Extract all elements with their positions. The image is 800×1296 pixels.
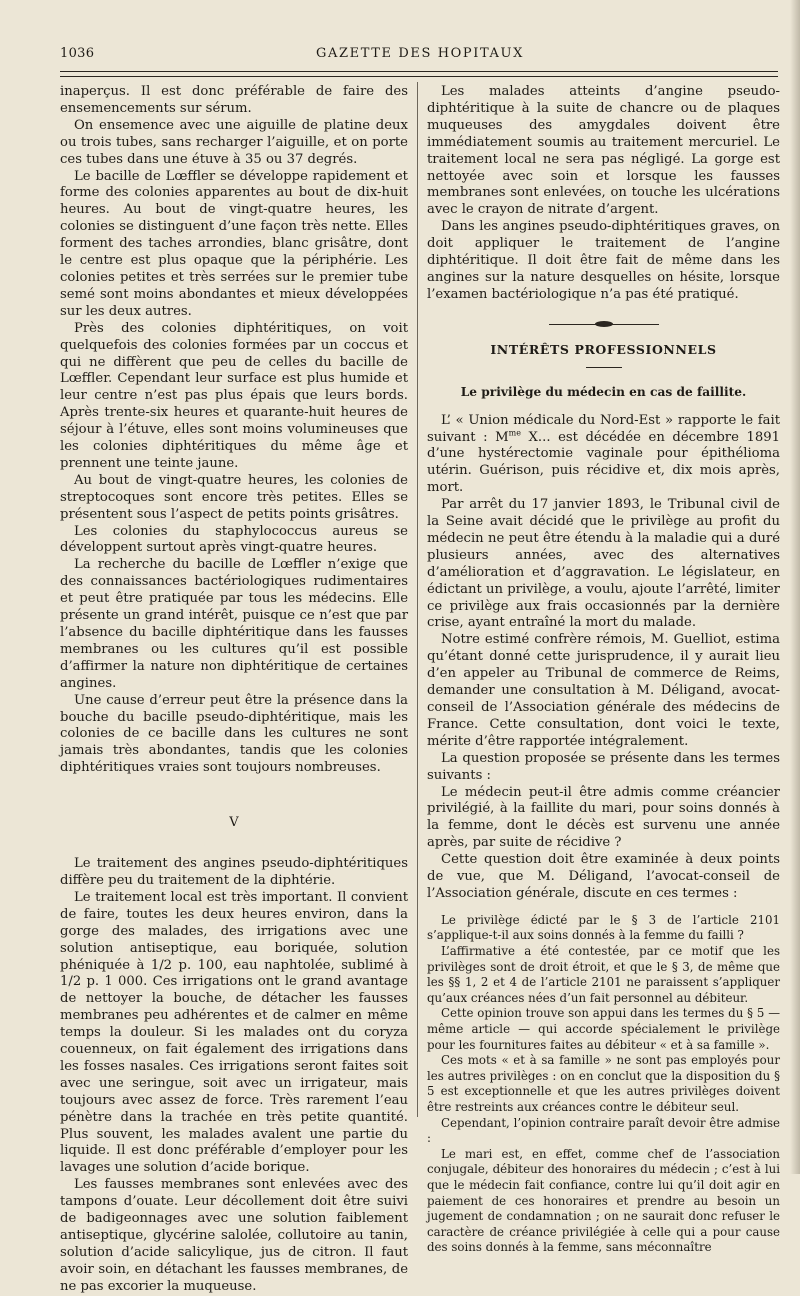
paragraph: Les malades atteints d’angine pseudo-diphtéritique à la suite de chancre ou de plaques muqueuses des amygdales doivent être immédiatement soumis au traitement mercuriel. Le traitement local ne sera pas négligé. La gorge est nettoyée avec soin et lorsque les fausses membranes sont enlevées, on touche les ulcérations avec le crayon de nitrate d’argent.: [427, 84, 780, 218]
title-rule: [586, 367, 622, 368]
page-edge-shadow: [790, 0, 800, 1174]
paragraph: On ensemence avec une aiguille de platine deux ou trois tubes, sans recharger l’aiguille, et on porte ces tubes dans une étuve à 35 ou 37 degrés.: [60, 117, 408, 167]
page-number: 1036: [60, 46, 95, 61]
paragraph: Le mari est, en effet, comme chef de l’association conjugale, débiteur des honoraires du médecin ; c’est à lui que le médecin fait confiance, contre lui qu’il doit agir en paiement de ces honoraires et prendre au besoin un jugement de condamnation ; on ne saurait donc refuser le caractère de créance privilégiée à celle qui a pour cause des soins donnés à la femme, sans méconnaître: [427, 1146, 780, 1255]
paragraph: La recherche du bacille de Lœffler n’exige que des connaissances bactériologiques rudimentaires et peut être pratiquée par tous les médecins. Elle présente un grand intérêt, puisque ce n’est que par l’absence du bacille diphtéritique dans les fausses membranes ou les cultures qu’il est possible d’affirmer la nature non diphtéritique de certaines angines.: [60, 557, 408, 691]
paragraph: Cette opinion trouve son appui dans les termes du § 5 — même article — qui accorde spécialement le privilège pour les fournitures faites au débiteur « et à sa famille ».: [427, 1006, 780, 1052]
left-column: [60, 84, 408, 1296]
paragraph: Au bout de vingt-quatre heures, les colonies de streptocoques sont encore très petites. Elles se présentent sous l’aspect de petits points grisâtres.: [60, 472, 408, 522]
page-header: [60, 44, 780, 68]
intro-text-end: X... est décédée en décembre 1891 d’une hystérectomie vaginale pour épithélioma utérin. Guérison, puis récidive et, dix mois après, mort.: [427, 429, 780, 496]
paragraph: Le traitement des angines pseudo-diphtéritiques diffère peu du traitement de la diphtérie.: [60, 856, 408, 888]
header-double-rule: [60, 71, 778, 77]
paragraph: L’affirmative a été contestée, par ce motif que les privilèges sont de droit étroit, et que le § 3, de même que les §§ 1, 2 et 4 de l’article 2101 ne paraissent s’appliquer qu’aux créances nées d’un fait personnel au débiteur.: [427, 944, 780, 1005]
journal-title: GAZETTE DES HOPITAUX: [316, 46, 524, 61]
paragraph: Notre estimé confrère rémois, M. Guelliot, estima qu’étant donné cette jurisprudence, il y aurait lieu d’en appeler au Tribunal de commerce de Reims, demander une consultation à M. Déligand, avocat-conseil de l’Association générale des médecins de France. Cette consultation, dont voici le texte, mérite d’être rapportée intégralement.: [427, 632, 780, 749]
paragraph: Les fausses membranes sont enlevées avec des tampons d’ouate. Leur décollement doit être suivi de badigeonnages avec une solution faiblement antiseptique, glycérine salolée, collutoire au tanin, solution d’acide salicylique, jus de citron. Il faut avoir soin, en détachant les fausses membranes, de ne pas excorier la muqueuse.: [60, 1177, 408, 1294]
paragraph: Le traitement local est très important. Il convient de faire, toutes les deux heures environ, dans la gorge des malades, des irrigations avec une solution antiseptique, eau boriquée, solution phéniquée à 1/2 p. 100, eau naphtolée, sublimé à 1/2 p. 1 000. Ces irrigations ont le grand avantage de nettoyer la bouche, de détacher les fausses membranes peu adhérentes et de calmer en même temps la douleur. Si les malades ont du coryza couenneux, on fait également des irrigations dans les fosses nasales. Ces irrigations seront faites soit avec une seringue, soit avec un irrigateur, mais toujours avec assez de force. Très rarement l’eau pénètre dans la trachée en très petite quantité. Plus souvent, les malades avalent une partie du liquide. Il est donc préférable d’employer pour les lavages une solution d’acide borique.: [60, 889, 408, 1176]
intro-superscript: me: [508, 428, 521, 438]
paragraph: Une cause d’erreur peut être la présence dans la bouche du bacille pseudo-diphtéritique, mais les colonies de ce bacille dans les cultures ne sont jamais très abondantes, tandis que les colonies diphtéritiques vraies sont toujours nombreuses.: [60, 692, 408, 776]
paragraph: Près des colonies diphtéritiques, on voit quelquefois des colonies formées par un coccus et qui ne diffèrent que peu de celles du bacille de Lœffler. Cependant leur surface est plus humide et leur centre n’est pas plus épais que leurs bords. Après trente-six heures et quarante-huit heures de séjour à l’étuve, elles sont moins volumineuses que les colonies diphtéritiques du même âge et prennent une teinte jaune.: [60, 320, 408, 471]
section-title: INTÉRÊTS PROFESSIONNELS: [490, 341, 717, 357]
paragraph: Cependant, l’opinion contraire paraît devoir être admise :: [427, 1115, 780, 1146]
section-number: V: [229, 815, 239, 831]
consultation-text: [427, 913, 780, 1256]
intro-text-start: L’ « Union médicale du Nord-Est » rapporte le fait suivant : M: [427, 412, 780, 445]
column-divider: [417, 82, 418, 1117]
paragraph: Cette question doit être examinée à deux points de vue, que M. Déligand, l’avocat-conseil de l’Association générale, discute en ces termes :: [427, 852, 780, 901]
article-title: Le privilège du médecin en cas de faillite.: [460, 384, 747, 399]
paragraph: Dans les angines pseudo-diphtéritiques graves, on doit appliquer le traitement de l’angine diphtéritique. Il doit être fait de même dans les angines sur la nature desquelles on hésite, lorsque l’examen bactériologique n’a pas été pratiqué.: [427, 219, 780, 302]
article-intro: [427, 413, 780, 498]
paragraph: Le médecin peut-il être admis comme créancier privilégié, à la faillite du mari, pour soins donnés à la femme, dont le décès est survenu une année après, par suite de récidive ?: [427, 784, 780, 851]
paragraph: Le bacille de Lœffler se développe rapidement et forme des colonies apparentes au bout de dix-huit heures. Au bout de vingt-quatre heures, les colonies se distinguent d’une façon très nette. Elles forment des taches arrondies, blanc grisâtre, dont le centre est plus opaque que la périphérie. Les colonies petites et très serrées sur le premier tube semé sont moins abondantes et mieux développées sur les deux autres.: [60, 168, 408, 319]
paragraph: Les colonies du staphylococcus aureus se développent surtout après vingt-quatre heures.: [60, 523, 408, 556]
paragraph: Le privilège édicté par le § 3 de l’article 2101 s’applique-t-il aux soins donnés à la femme du failli ?: [427, 912, 780, 943]
paragraph: inaperçus. Il est donc préférable de faire des ensemencements sur sérum.: [60, 84, 408, 116]
ornamental-divider: [549, 322, 659, 328]
right-column: [427, 84, 780, 1256]
paragraph: Par arrêt du 17 janvier 1893, le Tribunal civil de la Seine avait décidé que le privilège au profit du médecin ne peut être étendu à la maladie qui a duré plusieurs années, avec des alternatives d’amélioration et d’aggravation. Le législateur, en édictant un privilège, a voulu, ajoute l’arrêté, limiter ce privilège aux frais occasionnés par la dernière crise, ayant entraîné la mort du malade.: [427, 497, 780, 631]
paragraph: La question proposée se présente dans les termes suivants :: [427, 750, 780, 783]
paragraph: Ces mots « et à sa famille » ne sont pas employés pour les autres privilèges : on en conclut que la disposition du § 5 est exceptionnelle et que les autres privilèges doivent être restreints aux créances contre le débiteur seul.: [427, 1053, 780, 1114]
